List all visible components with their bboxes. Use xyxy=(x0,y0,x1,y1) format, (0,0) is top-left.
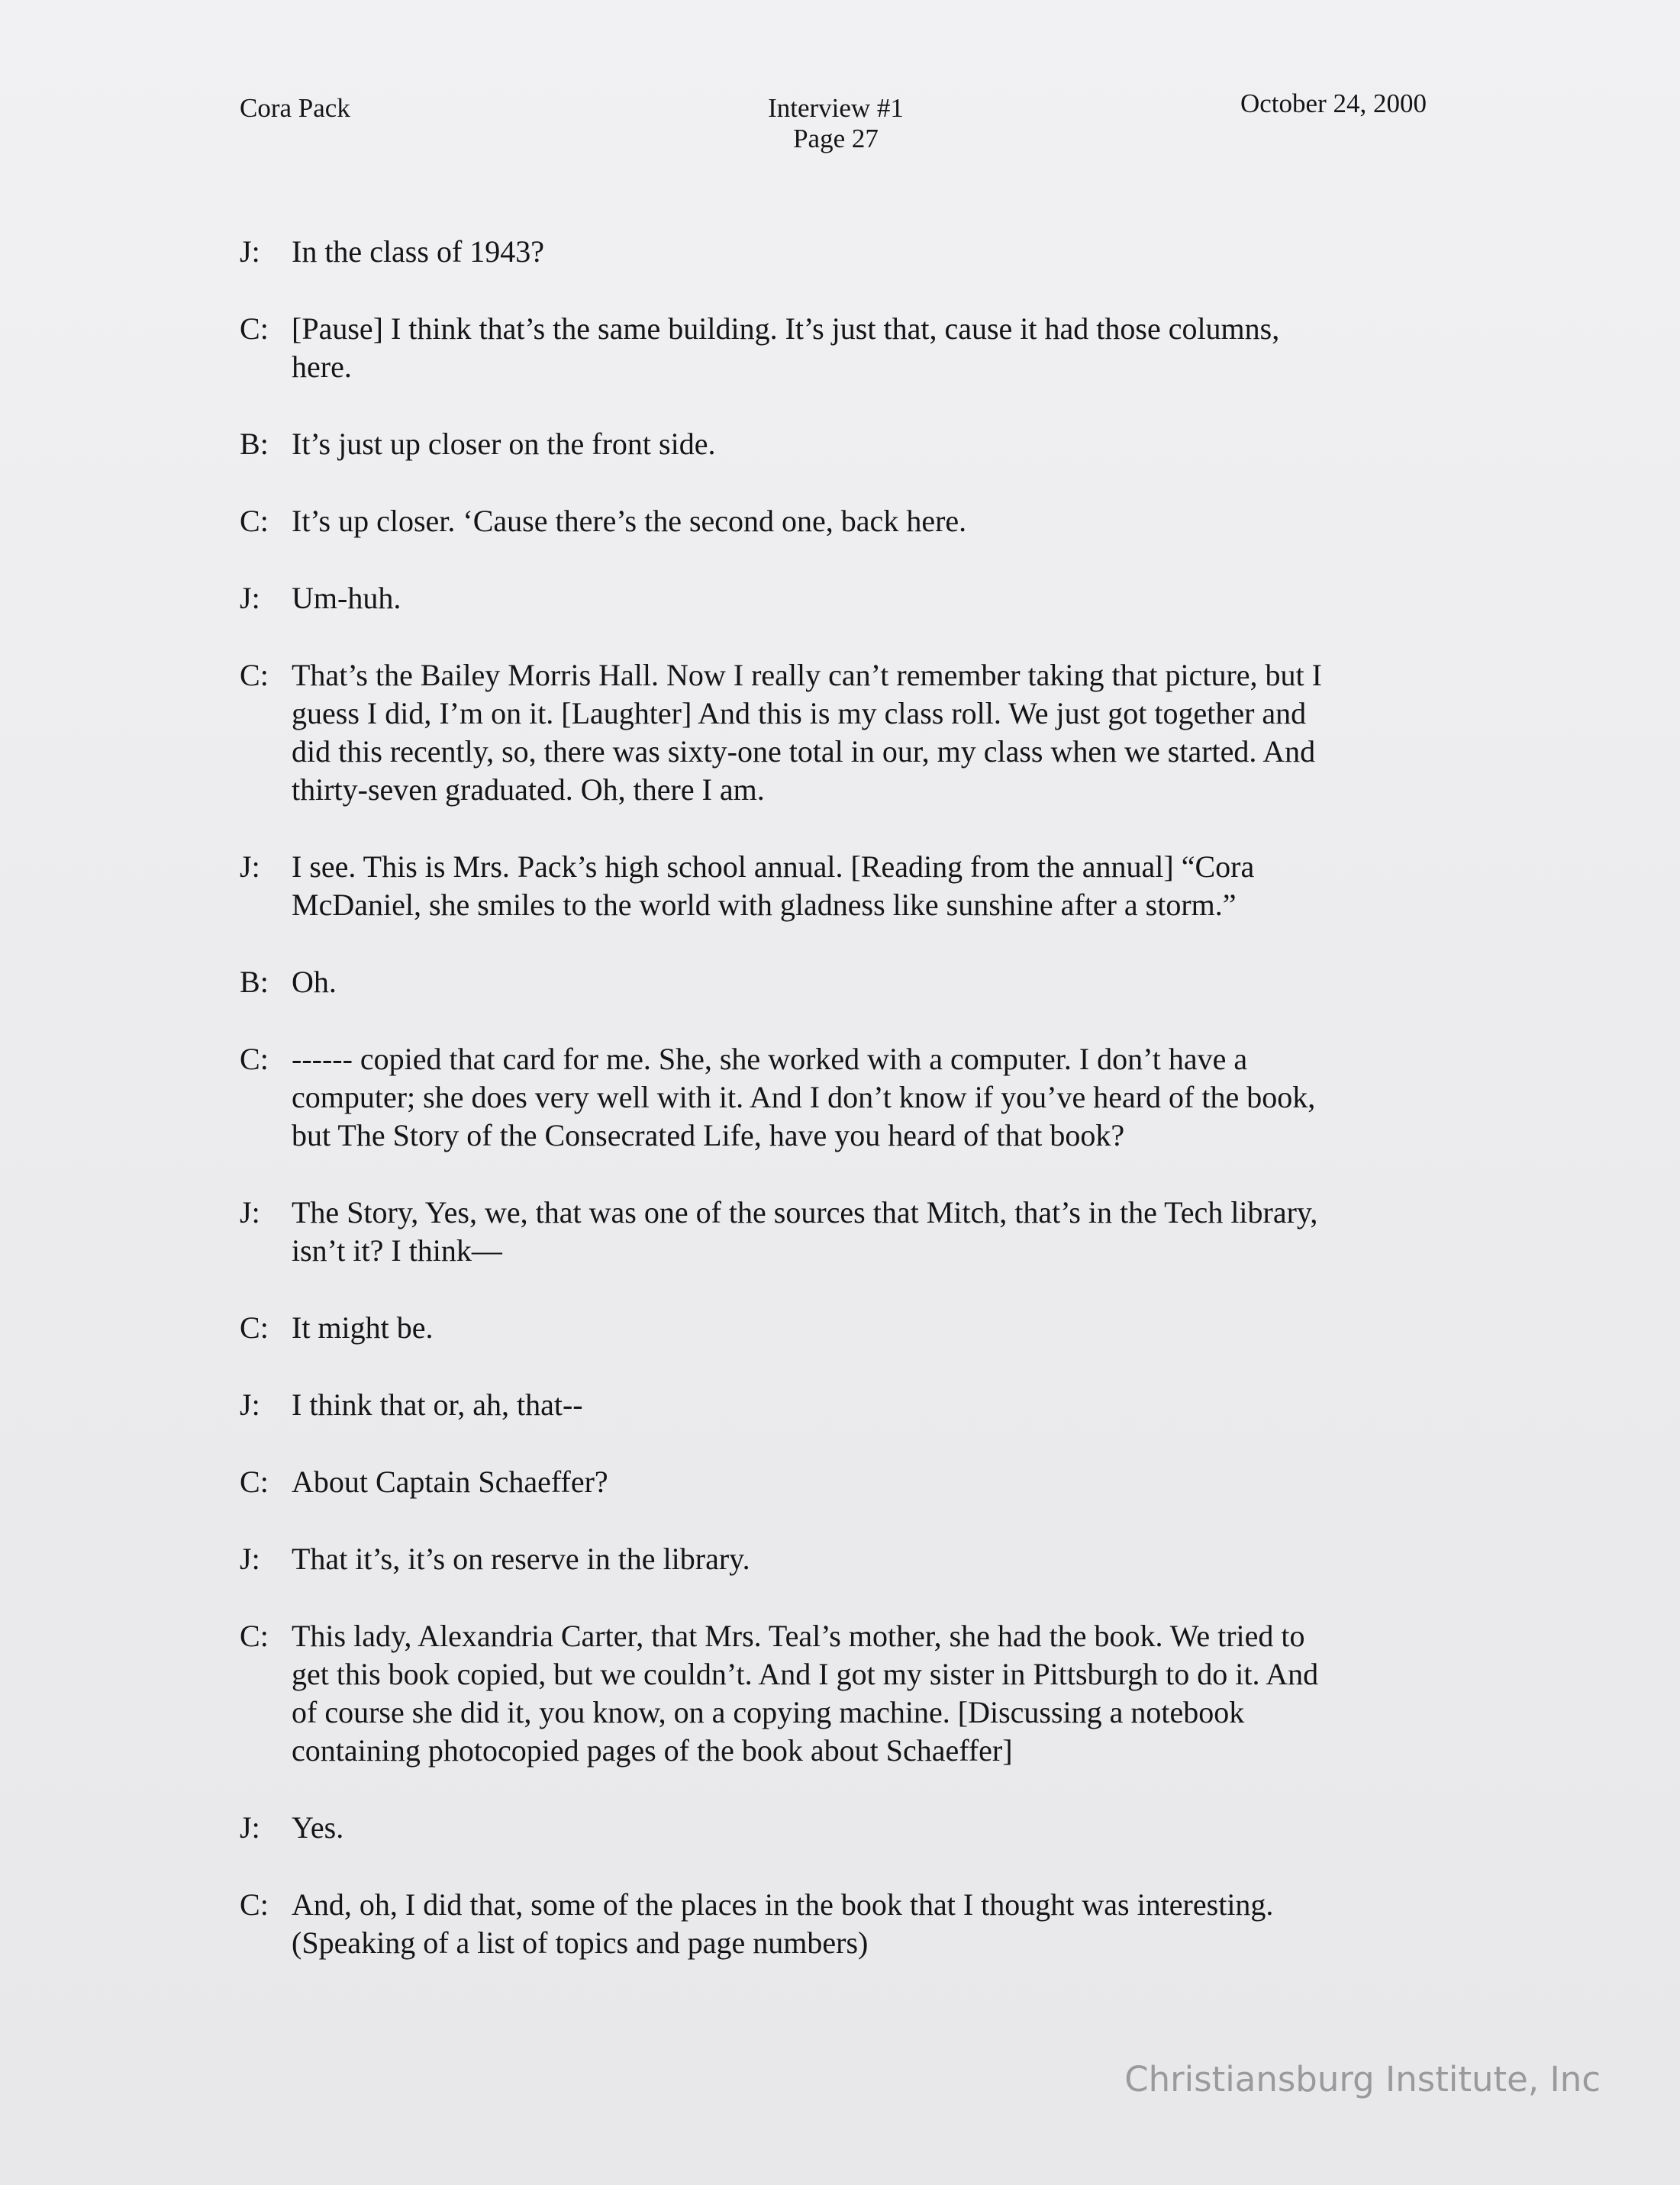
speaker-label: C : xyxy=(240,502,269,540)
utterance-line: McDaniel, she smiles to the world with gladness like sunshine after a storm.” xyxy=(292,888,1237,922)
utterance-line: isn’t it? I think— xyxy=(292,1233,502,1268)
transcript-turn xyxy=(240,425,1446,463)
utterance-text xyxy=(292,1463,1446,1501)
speaker-label: C : xyxy=(240,1040,269,1078)
speaker-label: J : xyxy=(240,1809,260,1847)
utterance-line: ------ copied that card for me. She, she worked with a computer. I don’t have a xyxy=(292,1042,1248,1076)
speaker-label: J : xyxy=(240,579,260,617)
utterance-line: It’s just up closer on the front side. xyxy=(292,427,716,461)
transcript-turn xyxy=(240,656,1446,809)
transcript-turn xyxy=(240,1617,1446,1770)
speaker-label: J : xyxy=(240,1194,260,1232)
utterance-text xyxy=(292,1040,1446,1155)
utterance-text xyxy=(292,233,1446,271)
utterance-text xyxy=(292,848,1446,924)
utterance-text xyxy=(292,310,1446,386)
header-interviewee: Cora Pack xyxy=(240,93,350,123)
speaker-label: B : xyxy=(240,963,269,1001)
speaker-label: B : xyxy=(240,425,269,463)
speaker-label: J : xyxy=(240,848,260,886)
utterance-line: of course she did it, you know, on a copying machine. [Discussing a notebook xyxy=(292,1695,1245,1729)
utterance-line: In the class of 1943? xyxy=(292,234,545,269)
utterance-line: I see. This is Mrs. Pack’s high school annual. [Reading from the annual] “Cora xyxy=(292,849,1255,884)
utterance-text xyxy=(292,1886,1446,1962)
utterance-line: computer; she does very well with it. And I don’t know if you’ve heard of the book, xyxy=(292,1080,1316,1114)
utterance-text xyxy=(292,1386,1446,1424)
watermark: Christiansburg Institute, Inc xyxy=(1124,2059,1601,2100)
utterance-line: That it’s, it’s on reserve in the library. xyxy=(292,1542,750,1576)
utterance-line: but The Story of the Consecrated Life, have you heard of that book? xyxy=(292,1118,1125,1152)
speaker-label: J : xyxy=(240,1386,260,1424)
speaker-label: C : xyxy=(240,656,269,694)
utterance-text xyxy=(292,425,1446,463)
header-page-number: Page 27 xyxy=(793,124,879,153)
transcript-turn xyxy=(240,310,1446,386)
transcript-turn xyxy=(240,1040,1446,1155)
utterance-line: containing photocopied pages of the book about Schaeffer] xyxy=(292,1733,1013,1768)
utterance-line: The Story, Yes, we, that was one of the sources that Mitch, that’s in the Tech library, xyxy=(292,1195,1318,1229)
utterance-line: It’s up closer. ‘Cause there’s the second one, back here. xyxy=(292,504,967,538)
transcript-turn xyxy=(240,1463,1446,1501)
utterance-text xyxy=(292,579,1446,617)
utterance-line: I think that or, ah, that-- xyxy=(292,1387,583,1422)
transcript-body xyxy=(240,233,1446,2001)
utterance-text xyxy=(292,656,1446,809)
transcript-turn xyxy=(240,848,1446,924)
utterance-line: [Pause] I think that’s the same building. It’s just that, cause it had those columns, xyxy=(292,311,1280,346)
utterance-line: here. xyxy=(292,350,352,384)
speaker-label: C : xyxy=(240,1886,269,1924)
utterance-line: It might be. xyxy=(292,1310,434,1345)
utterance-text xyxy=(292,1809,1446,1847)
transcript-turn xyxy=(240,1309,1446,1347)
utterance-text xyxy=(292,1617,1446,1770)
transcript-turn xyxy=(240,1386,1446,1424)
header-interview-page xyxy=(748,93,924,154)
utterance-text xyxy=(292,1309,1446,1347)
speaker-label: C : xyxy=(240,310,269,348)
transcript-turn xyxy=(240,1540,1446,1578)
speaker-label: J : xyxy=(240,233,260,271)
header-date: October 24, 2000 xyxy=(1240,89,1427,118)
utterance-text xyxy=(292,1194,1446,1270)
transcript-turn xyxy=(240,1886,1446,1962)
utterance-line: get this book copied, but we couldn’t. And I got my sister in Pittsburgh to do it. And xyxy=(292,1657,1319,1691)
utterance-line: And, oh, I did that, some of the places in the book that I thought was interesting. xyxy=(292,1887,1274,1922)
utterance-line: Yes. xyxy=(292,1810,344,1845)
speaker-label: J : xyxy=(240,1540,260,1578)
utterance-line: (Speaking of a list of topics and page numbers) xyxy=(292,1926,869,1960)
header-interview-number: Interview #1 xyxy=(768,93,904,123)
transcript-turn xyxy=(240,579,1446,617)
speaker-label: C : xyxy=(240,1617,269,1655)
utterance-line: thirty-seven graduated. Oh, there I am. xyxy=(292,772,765,807)
utterance-line: guess I did, I’m on it. [Laughter] And this is my class roll. We just got together and xyxy=(292,696,1307,730)
transcript-turn xyxy=(240,233,1446,271)
transcript-turn xyxy=(240,1809,1446,1847)
utterance-line: Oh. xyxy=(292,965,337,999)
transcript-turn xyxy=(240,1194,1446,1270)
speaker-label: C : xyxy=(240,1309,269,1347)
utterance-line: That’s the Bailey Morris Hall. Now I really can’t remember taking that picture, but I xyxy=(292,658,1322,692)
utterance-text xyxy=(292,963,1446,1001)
utterance-line: Um-huh. xyxy=(292,581,401,615)
utterance-text xyxy=(292,502,1446,540)
utterance-line: This lady, Alexandria Carter, that Mrs. Teal’s mother, she had the book. We tried to xyxy=(292,1619,1305,1653)
transcript-turn xyxy=(240,502,1446,540)
transcript-turn xyxy=(240,963,1446,1001)
utterance-line: About Captain Schaeffer? xyxy=(292,1465,608,1499)
speaker-label: C : xyxy=(240,1463,269,1501)
utterance-text xyxy=(292,1540,1446,1578)
utterance-line: did this recently, so, there was sixty-one total in our, my class when we started. And xyxy=(292,734,1316,769)
